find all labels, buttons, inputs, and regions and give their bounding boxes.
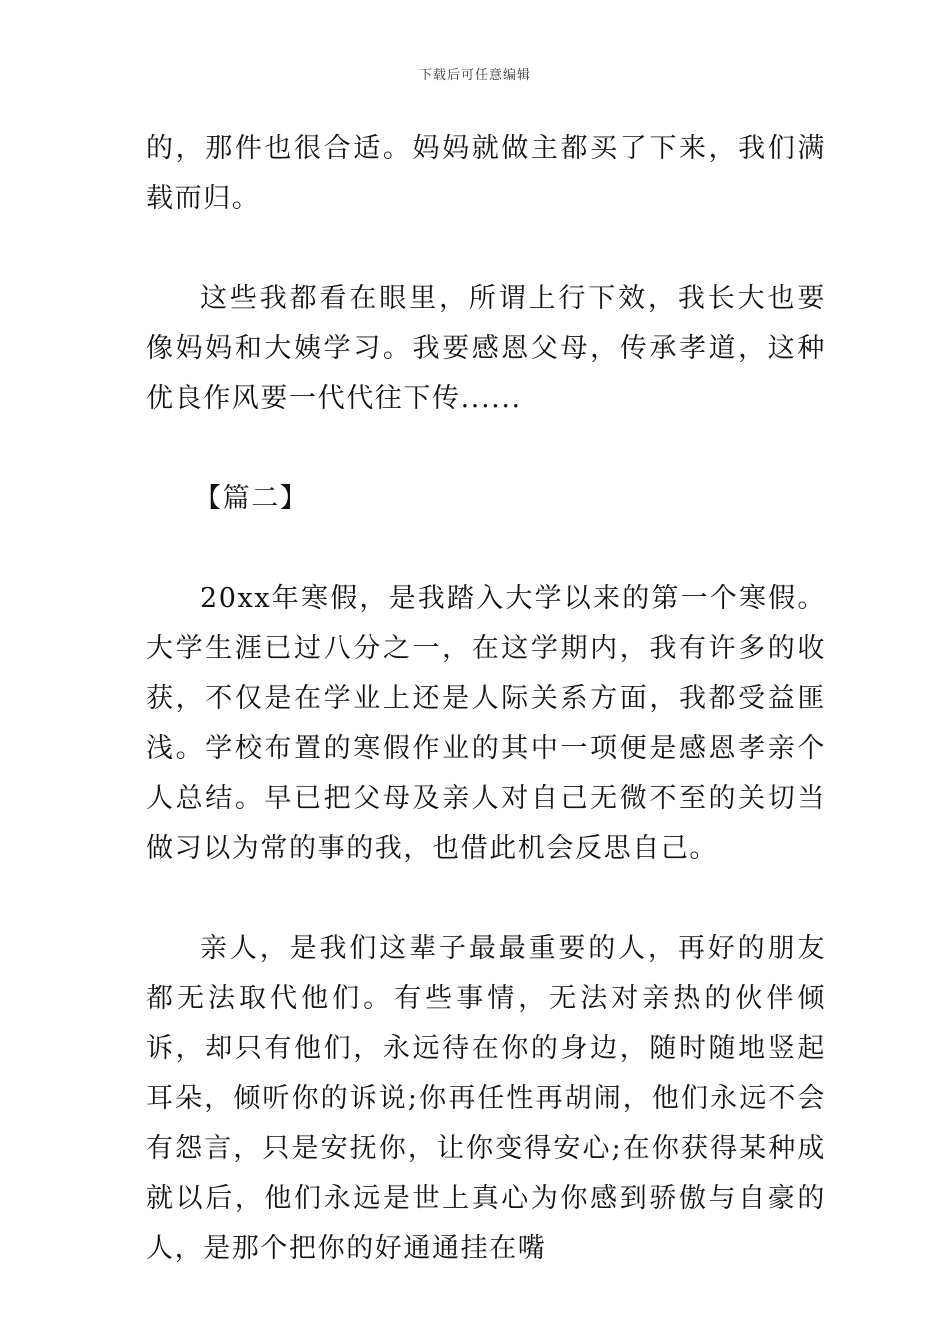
paragraph-learning: 这些我都看在眼里，所谓上行下效，我长大也要像妈妈和大姨学习。我要感恩父母，传承孝道，这种优良作风要一代代往下传......	[146, 283, 826, 414]
paragraph-family: 亲人，是我们这辈子最最重要的人，再好的朋友都无法取代他们。有些事情，无法对亲热的伙伴倾诉，却只有他们，永远待在你的身边，随时随地竖起耳朵，倾听你的诉说;你再任性再胡闹，他们永远不会有怨言，只是安抚你，让你变得安心;在你获得某种成就以后，他们永远是世上真心为你感到骄傲与自豪的人，是那个把你的好通通挂在嘴	[146, 933, 826, 1264]
paragraph-gap	[146, 424, 826, 474]
paragraph-gap	[146, 224, 826, 274]
page-header: 下载后可任意编辑	[418, 68, 531, 83]
paragraph-gap	[146, 874, 826, 924]
paragraph-continuation: 的，那件也很合适。妈妈就做主都买了下来，我们满载而归。	[146, 133, 826, 214]
paragraph-gap	[146, 524, 826, 574]
section-heading: 【篇二】	[194, 483, 309, 514]
document-body	[146, 124, 826, 1274]
paragraph-winter-break: 20xx年寒假，是我踏入大学以来的第一个寒假。大学生涯已过八分之一，在这学期内，我有许多的收获，不仅是在学业上还是人际关系方面，我都受益匪浅。学校布置的寒假作业的其中一项便是感恩孝亲个人总结。早已把父母及亲人对自己无微不至的关切当做习以为常的事的我，也借此机会反思自己。	[146, 583, 826, 864]
